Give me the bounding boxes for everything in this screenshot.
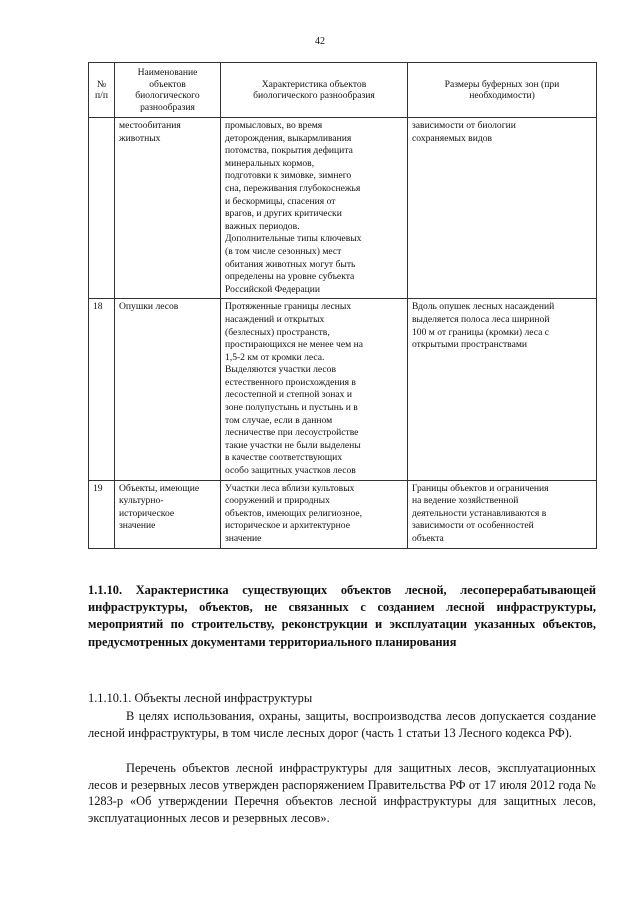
table-row — [89, 299, 597, 480]
subsection-heading: 1.1.10.1. Объекты лесной инфраструктуры — [88, 691, 313, 705]
row-characteristic: промысловых, во время деторождения, выкармливания потомства, покрытия дефицита минеральных кормов, подготовки к зимовке, зимнего сна, переживания глубокоснежья и бескормицы, спасения от врагов, и других критически важных периодов. Дополнительные типы ключевых (в том числе сезонных) мест обитания животных могут быть определены на уровне субъекта Российской Федерации — [221, 118, 408, 299]
header-characteristic: Характеристика объектов биологического разнообразия — [221, 63, 408, 118]
row-object-name: Опушки лесов — [115, 299, 221, 480]
header-buffer-zones: Размеры буферных зон (при необходимости) — [408, 63, 597, 118]
row-characteristic: Участки леса вблизи культовых сооружений и природных объектов, имеющих религиозное, историческое и архитектурное значение — [221, 480, 408, 548]
row-object-name: местообитания животных — [115, 118, 221, 299]
header-object-name: Наименование объектов биологического разнообразия — [115, 63, 221, 118]
table-row — [89, 118, 597, 299]
table-header-row — [89, 63, 597, 118]
row-characteristic: Протяженные границы лесных насаждений и открытых (безлесных) пространств, простирающихся не менее чем на 1,5-2 км от кромки леса. Выделяются участки лесов естественного происхождения в лесостепной и степной зонах и зоне полупустынь и пустынь и в том случае, если в данном лесничестве при лесоустройстве такие участки не были выделены в качестве соответствующих особо защитных участков лесов — [221, 299, 408, 480]
paragraph-2: Перечень объектов лесной инфраструктуры для защитных лесов, эксплуатационных лесов и резервных лесов утвержден распоряжением Правительства РФ от 17 июля 2012 года № 1283-р «Об утверждении Перечня объектов лесной инфраструктуры для защитных лесов, эксплуатационных лесов и резервных лесов». — [88, 761, 596, 825]
section-number: 1.1.10. — [88, 583, 123, 597]
header-number: № п/п — [89, 63, 115, 118]
page-number: 42 — [315, 36, 325, 47]
row-buffer: Границы объектов и ограничения на ведение хозяйственной деятельности устанавливаются в зависимости от особенностей объекта — [408, 480, 597, 548]
row-number: 19 — [89, 480, 115, 548]
row-number: 18 — [89, 299, 115, 480]
section-title: Характеристика существующих объектов лесной, лесоперерабатывающей инфраструктуры, объектов, не связанных с созданием лесной инфраструктуры, мероприятий по строительству, реконструкции и эксплуатации указанных объектов, предусмотренных документами территориального планирования — [88, 583, 596, 649]
row-object-name: Объекты, имеющие культурно- историческое значение — [115, 480, 221, 548]
section-heading — [88, 582, 596, 651]
row-buffer: Вдоль опушек лесных насаждений выделяется полоса леса шириной 100 м от границы (кромки) леса с открытыми пространствами — [408, 299, 597, 480]
biodiversity-table — [88, 62, 597, 549]
table-row — [89, 480, 597, 548]
row-number — [89, 118, 115, 299]
row-buffer: зависимости от биологии сохраняемых видов — [408, 118, 597, 299]
paragraph-1: В целях использования, охраны, защиты, воспроизводства лесов допускается создание лесной инфраструктуры, в том числе лесных дорог (часть 1 статьи 13 Лесного кодекса РФ). — [88, 709, 596, 740]
